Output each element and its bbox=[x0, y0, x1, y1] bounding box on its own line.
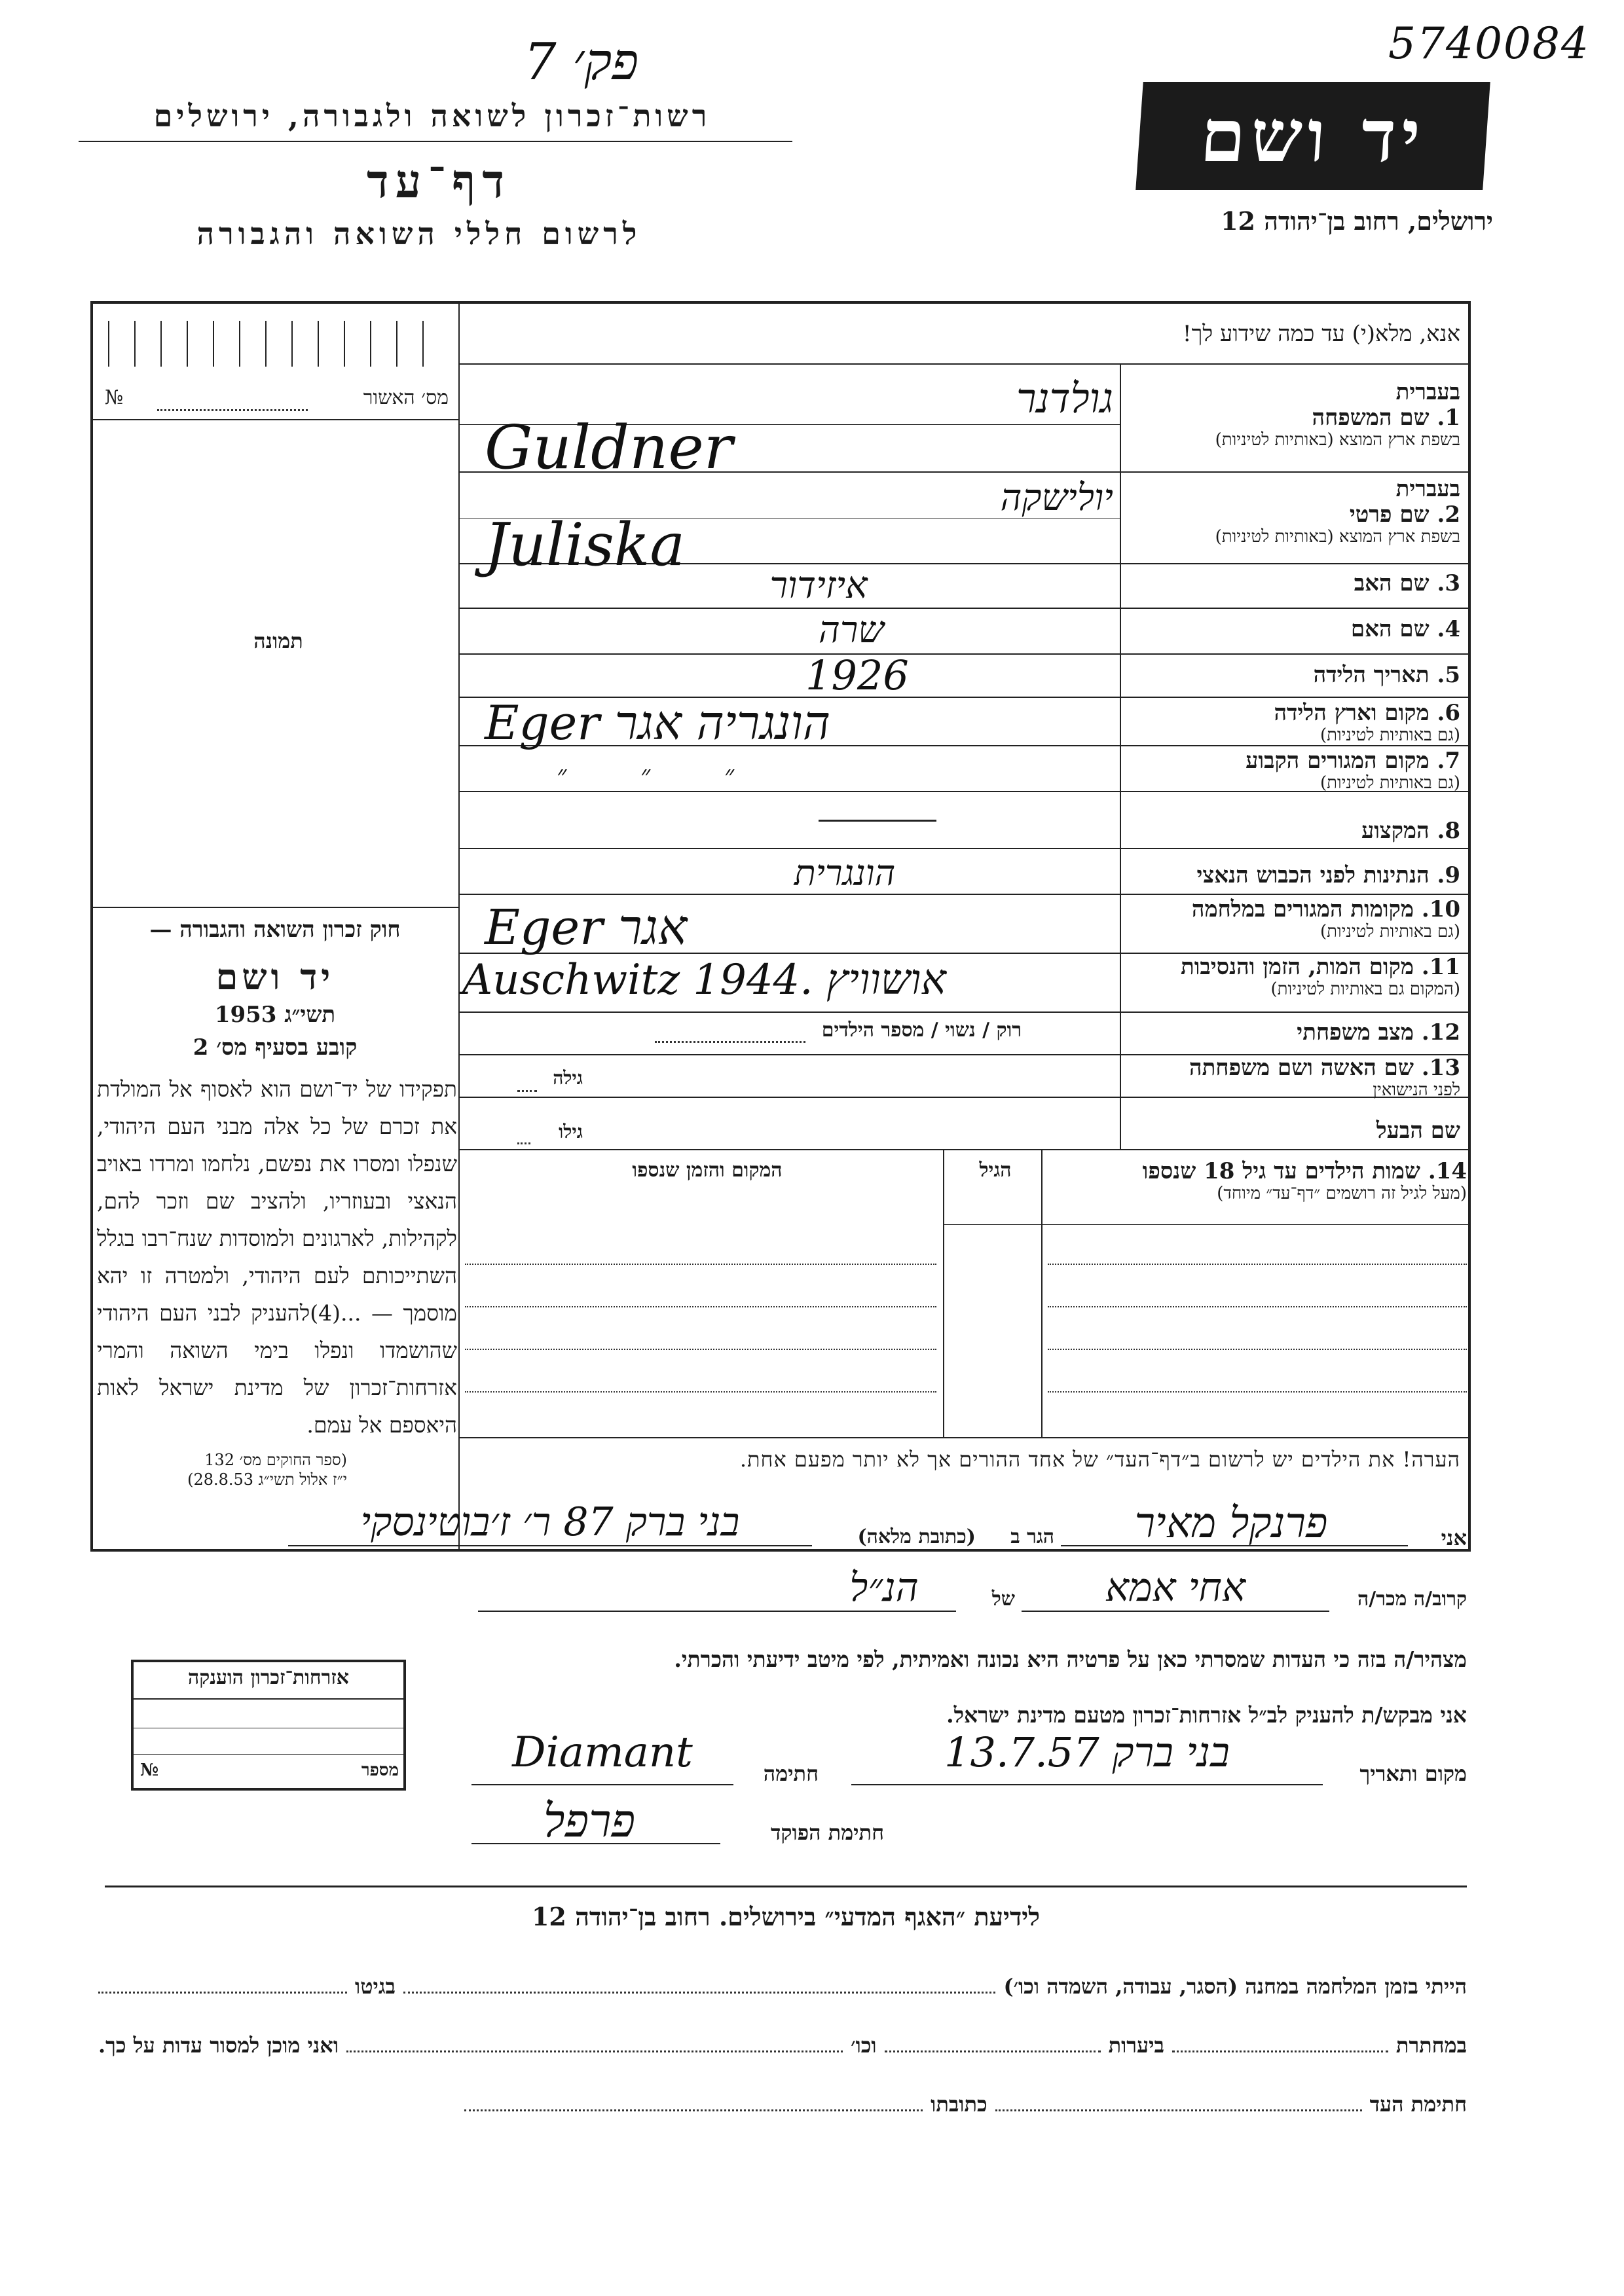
form-title: דף־עד bbox=[366, 154, 511, 208]
form-subtitle: לרשום חללי השואה והגבורה bbox=[196, 216, 642, 251]
field-6-value: Eger הונגריה אגר bbox=[485, 695, 831, 750]
info-line-2: במחתרת ביערות וכו׳ ואני מוכן למסור עדות על כך. bbox=[98, 2033, 1467, 2058]
law-body: תפקידו של יד־ושם הוא לאסוף אל המולדת את זכרם של כל אלה מבני העם היהודי, שנפלו ומסרו את נפשם, נלחמו ומרדו באויב הנאצי ובעוזריו, ולהציב שם וזכר להם, לקהילות, לארגונים ולמוסדות שנח־רבו בגלל השתייכותם לעם היהודי, ולמטרה זו יהא מוסמך — ...(4)להעניק לבני העם היהודי שהושמדו ונפלו בימי השואה והמרי אזרחות־זכרון של מדינת ישראל לאות היאספם אל עמם. bbox=[97, 1076, 457, 1438]
field-11-value: Auschwitz 1944. אושוויץ bbox=[462, 956, 946, 1004]
field-5-label: 5. תאריך הלידה bbox=[1313, 662, 1460, 688]
cert-number-line bbox=[157, 409, 308, 411]
citizenship-stamp-box bbox=[131, 1660, 406, 1791]
field-3-value: איזידור bbox=[769, 564, 868, 607]
reference-number: 5740084 bbox=[1388, 18, 1590, 69]
law-title: חוק זכרון השואה והגבורה — bbox=[149, 917, 401, 943]
field-10-value: Eger אגר bbox=[485, 900, 688, 956]
declarant-resides: הגר ב bbox=[1010, 1525, 1054, 1548]
photo-top bbox=[92, 419, 458, 420]
field-1-value-hebrew: גולדנר bbox=[1016, 374, 1113, 422]
field-12-value: רוק / נשוי / מספר הילדים bbox=[821, 1019, 1022, 1042]
field-2-label: בעברית 2. שם פרטי בשפת ארץ המוצא (באותיות לטיניות) bbox=[1215, 476, 1460, 547]
field-2-value-latin: Juliska bbox=[485, 511, 685, 579]
field-2-value-hebrew: יולישקה bbox=[1000, 477, 1113, 519]
place-date-value: בני ברק 13.7.57 bbox=[944, 1728, 1230, 1776]
field-13-value: גילה bbox=[553, 1067, 583, 1089]
label-column-divider bbox=[1120, 363, 1121, 1149]
of-value: הנ״ל bbox=[849, 1565, 919, 1611]
declarant-address: בני ברק 87 ר׳ ז׳בוטינסקי bbox=[360, 1499, 740, 1545]
field-8-value-dash bbox=[819, 820, 936, 822]
field-11-label: 11. מקום המות, הזמן והנסיבות (המקום גם באותיות לטיניות) bbox=[1180, 954, 1460, 1000]
officer-signature-value: פרפל bbox=[543, 1794, 636, 1848]
cert-tick-row bbox=[108, 321, 449, 367]
law-reference: (ספר החוקים מס׳ 132 י״ז אלול תשי״ג 28.8.53) bbox=[187, 1451, 347, 1489]
yad-vashem-logo: יד ושם bbox=[1135, 82, 1490, 190]
field-12-line bbox=[655, 1041, 805, 1043]
photo-bottom bbox=[92, 907, 458, 908]
info-line-1: הייתי בזמן המלחמה במחנה (הסגר, עבודה, השמדה וכו׳) בגיטו bbox=[98, 1974, 1467, 1999]
law-year: תשי״ג 1953 bbox=[214, 1002, 336, 1028]
instructions-divider bbox=[458, 363, 1470, 365]
photo-label: תמונה bbox=[253, 629, 303, 653]
declarant-ani: אני bbox=[1441, 1525, 1467, 1550]
cert-number-sign: № bbox=[105, 386, 124, 409]
law-clause: קובע בסעיף מס׳ 2 bbox=[193, 1034, 358, 1061]
field-4-value: שרה bbox=[819, 609, 884, 651]
husband-value: גילו bbox=[559, 1121, 583, 1142]
field-5-value: 1926 bbox=[805, 651, 909, 699]
children-note: הערה! את הילדים יש לרשום ב״דף־העד״ של אחד ההורים אך לא יותר מפעם אחת. bbox=[739, 1447, 1460, 1472]
husband-name-label: שם הבעל bbox=[1376, 1118, 1460, 1144]
field-8-label: 8. המקצוע bbox=[1361, 818, 1460, 844]
field-6-label: 6. מקום וארץ הלידה (גם באותיות לטיניות) bbox=[1274, 700, 1460, 746]
signature-label: חתימה bbox=[763, 1761, 819, 1786]
address-label: (כתובת מלאה) bbox=[857, 1525, 976, 1548]
sidebar-divider bbox=[458, 301, 460, 1552]
law-name: יד ושם bbox=[215, 956, 335, 998]
field-13-label: 13. שם האשה ושם משפחתה לפני הנישואין bbox=[1189, 1055, 1460, 1101]
field-3-label: 3. שם האב bbox=[1354, 570, 1460, 596]
field-7-value: ״ ״ ״ bbox=[557, 760, 735, 790]
place-date-label: מקום ותאריך bbox=[1359, 1761, 1467, 1786]
field-13-line bbox=[517, 1090, 537, 1092]
relation-label: קרוב/ה מכר/ה bbox=[1357, 1588, 1467, 1611]
signature-value: Diamant bbox=[512, 1728, 693, 1777]
info-top-rule bbox=[105, 1886, 1467, 1887]
organization-name: רשות־זכרון לשואה ולגבורה, ירושלים bbox=[153, 98, 711, 134]
husband-line bbox=[517, 1142, 530, 1144]
stamp-number-sign: № bbox=[140, 1760, 159, 1780]
of-label: של bbox=[991, 1588, 1015, 1611]
request-text: אני מבקש/ת להעניק לב״ל אזרחות־זכרון מטעם מדינת ישראל. bbox=[946, 1702, 1467, 1728]
field-10-label: 10. מקומות המגורים במלחמה (גם באותיות לטיניות) bbox=[1191, 896, 1460, 942]
org-underline bbox=[79, 141, 792, 142]
info-title: לידיעת ״האגף המדעי״ בירושלים. רחוב בן־יהודה 12 bbox=[531, 1902, 1041, 1931]
relation-value: אחי אמא bbox=[1105, 1565, 1246, 1611]
field-4-label: 4. שם האם bbox=[1350, 616, 1460, 642]
instructions: אנא, מלא(י) עד כמה שידוע לך! bbox=[1182, 321, 1460, 347]
field-9-label: 9. הנתינות לפני הכבוש הנאצי bbox=[1196, 862, 1460, 888]
field-1-label: בעברית 1. שם המשפחה בשפת ארץ המוצא (באותיות לטיניות) bbox=[1215, 379, 1460, 450]
address: ירושלים, רחוב בן־יהודה 12 bbox=[1221, 206, 1493, 236]
stamp-number-label: מספר bbox=[361, 1760, 399, 1780]
field-1-value-latin: Guldner bbox=[485, 412, 733, 483]
field-9-value: הונגרית bbox=[794, 852, 896, 894]
field-7-label: 7. מקום המגורים הקבוע (גם באותיות לטיניות) bbox=[1246, 748, 1460, 793]
field-12-label: 12. מצב משפחתי bbox=[1297, 1019, 1460, 1046]
handwritten-file-mark: פק׳ 7 bbox=[524, 33, 639, 92]
officer-signature-label: חתימת הפוקד bbox=[771, 1820, 884, 1845]
stamp-box-title: אזרחות־זכרון הוענקה bbox=[187, 1666, 350, 1689]
declaration-text: מצהיר/ה בזה כי העדות שמסרתי כאן על פרטיה היא נכונה ואמיתית, לפי מיטב ידיעתי והכרתי. bbox=[674, 1647, 1467, 1672]
children-header: 14. שמות הילדים עד גיל 18 שנספו (מעל לגיל זה רושמים ״דף־עד״ מיוחד) bbox=[1142, 1158, 1467, 1204]
declarant-name: פרנקל מאיר bbox=[1134, 1499, 1328, 1548]
info-line-3: חתימת העד כתובתו bbox=[98, 2092, 1467, 2117]
children-place-header: המקום והזמן שנספו bbox=[632, 1159, 783, 1182]
cert-number-label: מס׳ האשור № bbox=[105, 386, 449, 409]
children-age-header: הגיל bbox=[979, 1159, 1012, 1182]
